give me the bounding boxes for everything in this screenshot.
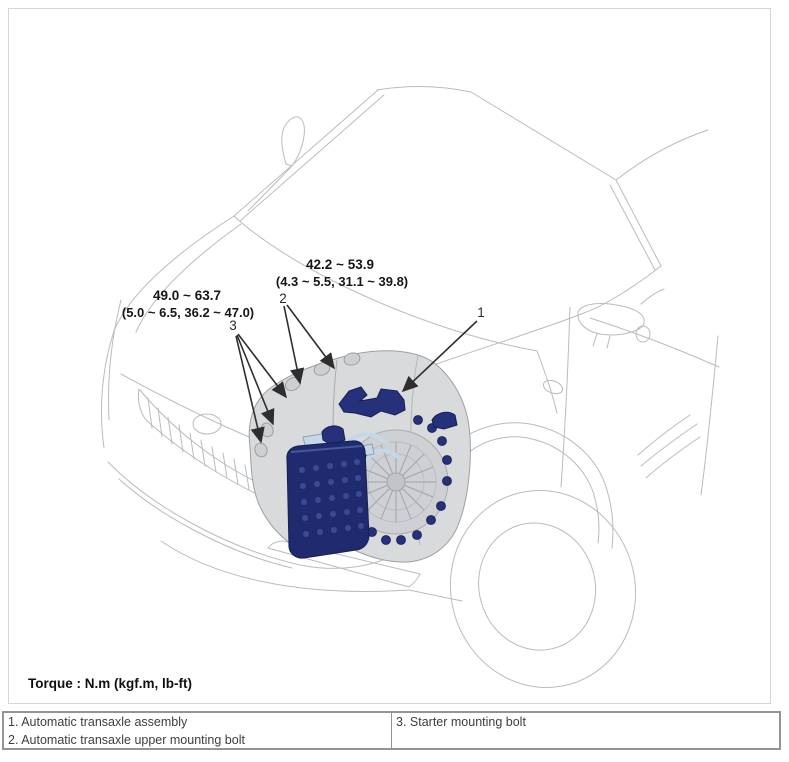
side-mirror (578, 303, 644, 334)
legend-cell-right (392, 713, 779, 748)
torque-label-2-line2: (4.3 ~ 5.5, 31.1 ~ 39.8) (275, 274, 409, 289)
transaxle-assembly (249, 351, 470, 562)
legend-item-3: 3. Starter mounting bolt (396, 715, 526, 729)
valve-body-cover (287, 441, 369, 558)
legend-cell-left (4, 713, 392, 748)
legend-item-1: 1. Automatic transaxle assembly (8, 715, 188, 729)
brand-badge (193, 414, 221, 434)
torque-label-2-line1: 42.2 ~ 53.9 (306, 257, 374, 272)
legend-table (2, 711, 781, 750)
torque-label-3-line2: (5.0 ~ 6.5, 36.2 ~ 47.0) (121, 305, 255, 320)
callout-number-1: 1 (477, 305, 485, 320)
callout-number-2: 2 (279, 291, 287, 306)
torque-note: Torque : N.m (kgf.m, lb-ft) (28, 676, 192, 691)
torque-label-3-line1: 49.0 ~ 63.7 (153, 288, 221, 303)
legend-item-2: 2. Automatic transaxle upper mounting bolt (8, 732, 245, 747)
callout-number-3: 3 (229, 318, 237, 333)
door-handle (542, 378, 565, 396)
